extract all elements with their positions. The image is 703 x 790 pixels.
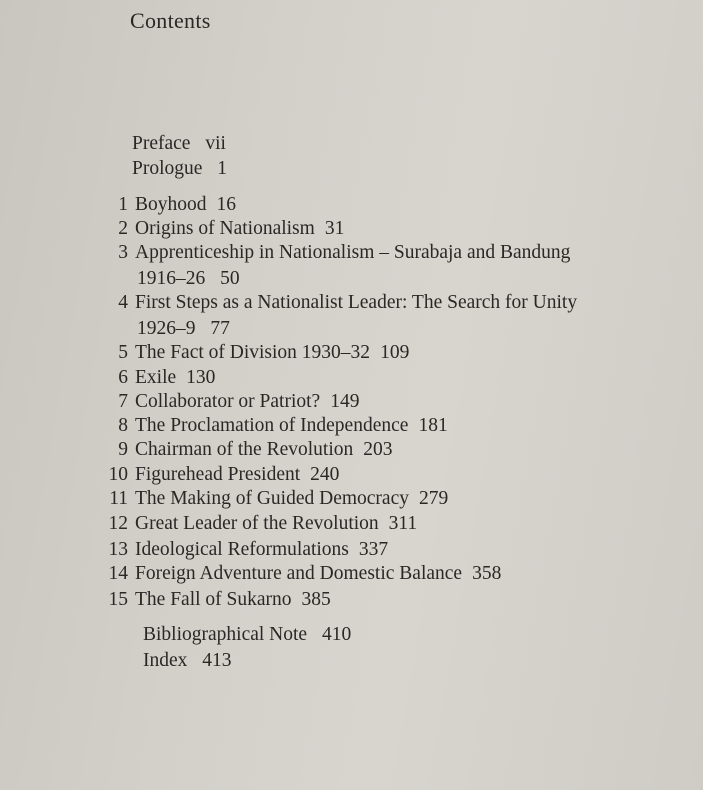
chapter-dates: 1926–9 bbox=[137, 318, 196, 339]
chapter-number: 1 bbox=[118, 194, 128, 215]
entry-title: Preface bbox=[132, 133, 191, 154]
chapter-row bbox=[100, 342, 409, 364]
chapter-page: 149 bbox=[330, 391, 360, 412]
chapter-number: 8 bbox=[118, 415, 128, 436]
chapter-number: 7 bbox=[118, 391, 128, 412]
entry-page: 1 bbox=[217, 158, 228, 179]
chapter-number: 12 bbox=[108, 513, 128, 534]
chapter-page: 240 bbox=[310, 464, 340, 485]
back-matter-bibliography bbox=[143, 624, 351, 646]
entry-title: Bibliographical Note bbox=[143, 624, 308, 645]
entry-page: 410 bbox=[321, 624, 352, 645]
chapter-title: Collaborator or Patriot? bbox=[135, 391, 321, 412]
chapter-continuation bbox=[137, 318, 230, 340]
chapter-row bbox=[100, 367, 215, 389]
chapter-page: 358 bbox=[472, 563, 502, 584]
chapter-row bbox=[100, 415, 448, 437]
chapter-title: Origins of Nationalism bbox=[135, 218, 315, 239]
chapter-page: 181 bbox=[418, 415, 448, 436]
chapter-title: Chairman of the Revolution bbox=[135, 439, 354, 460]
chapter-number: 15 bbox=[108, 589, 128, 610]
chapter-row bbox=[100, 539, 388, 561]
chapter-row bbox=[100, 391, 359, 413]
chapter-page: 337 bbox=[358, 539, 389, 560]
page-title: Contents bbox=[130, 8, 211, 33]
chapter-number: 3 bbox=[118, 242, 128, 263]
chapter-page: 385 bbox=[301, 589, 331, 610]
entry-title: Index bbox=[143, 650, 188, 671]
entry-page: 413 bbox=[202, 650, 232, 671]
back-matter-index bbox=[143, 650, 232, 672]
chapter-number: 6 bbox=[118, 367, 128, 388]
chapter-row bbox=[100, 563, 501, 585]
chapter-title: The Fall of Sukarno bbox=[135, 589, 292, 610]
chapter-page: 31 bbox=[324, 218, 345, 239]
chapter-title: Boyhood bbox=[135, 194, 207, 215]
entry-page: vii bbox=[205, 133, 226, 154]
chapter-page: 16 bbox=[216, 194, 237, 215]
chapter-row bbox=[100, 218, 344, 240]
chapter-title: Figurehead President bbox=[135, 464, 301, 485]
chapter-title: Exile bbox=[135, 367, 177, 388]
chapter-row bbox=[100, 439, 393, 461]
chapter-row bbox=[100, 589, 331, 611]
chapter-row bbox=[100, 513, 417, 535]
chapter-number: 9 bbox=[118, 439, 128, 460]
chapter-title: The Fact of Division 1930–32 bbox=[135, 342, 371, 363]
chapter-number: 4 bbox=[118, 292, 128, 313]
chapter-title: Apprenticeship in Nationalism – Surabaja and Bandung bbox=[135, 242, 571, 263]
chapter-number: 5 bbox=[118, 342, 128, 363]
entry-title: Prologue bbox=[132, 158, 203, 179]
chapter-row bbox=[100, 292, 577, 314]
chapter-page: 130 bbox=[186, 367, 216, 388]
chapter-number: 10 bbox=[108, 464, 128, 485]
chapter-number: 14 bbox=[108, 563, 128, 584]
chapter-number: 2 bbox=[118, 218, 128, 239]
chapter-title: First Steps as a Nationalist Leader: The Search for Unity bbox=[135, 292, 578, 313]
front-matter-prologue bbox=[132, 158, 227, 180]
chapter-title: Foreign Adventure and Domestic Balance bbox=[135, 563, 463, 584]
chapter-page: 109 bbox=[380, 342, 410, 363]
chapter-row bbox=[100, 242, 570, 264]
chapter-dates: 1916–26 bbox=[137, 268, 206, 289]
chapter-page: 77 bbox=[210, 318, 230, 339]
chapter-page: 50 bbox=[220, 268, 240, 289]
chapter-page: 311 bbox=[388, 513, 418, 534]
chapter-number: 11 bbox=[109, 488, 128, 509]
chapter-title: Great Leader of the Revolution bbox=[135, 513, 379, 534]
chapter-title: The Proclamation of Independence bbox=[135, 415, 409, 436]
chapter-row bbox=[100, 488, 448, 510]
chapter-page: 279 bbox=[419, 488, 449, 509]
chapter-row bbox=[100, 464, 339, 486]
chapter-row bbox=[100, 194, 236, 216]
chapter-title: The Making of Guided Democracy bbox=[135, 488, 409, 509]
chapter-number: 13 bbox=[108, 539, 128, 560]
chapter-continuation bbox=[137, 268, 240, 290]
chapter-title: Ideological Reformulations bbox=[135, 539, 349, 560]
front-matter-preface bbox=[132, 133, 226, 155]
chapter-page: 203 bbox=[363, 439, 393, 460]
